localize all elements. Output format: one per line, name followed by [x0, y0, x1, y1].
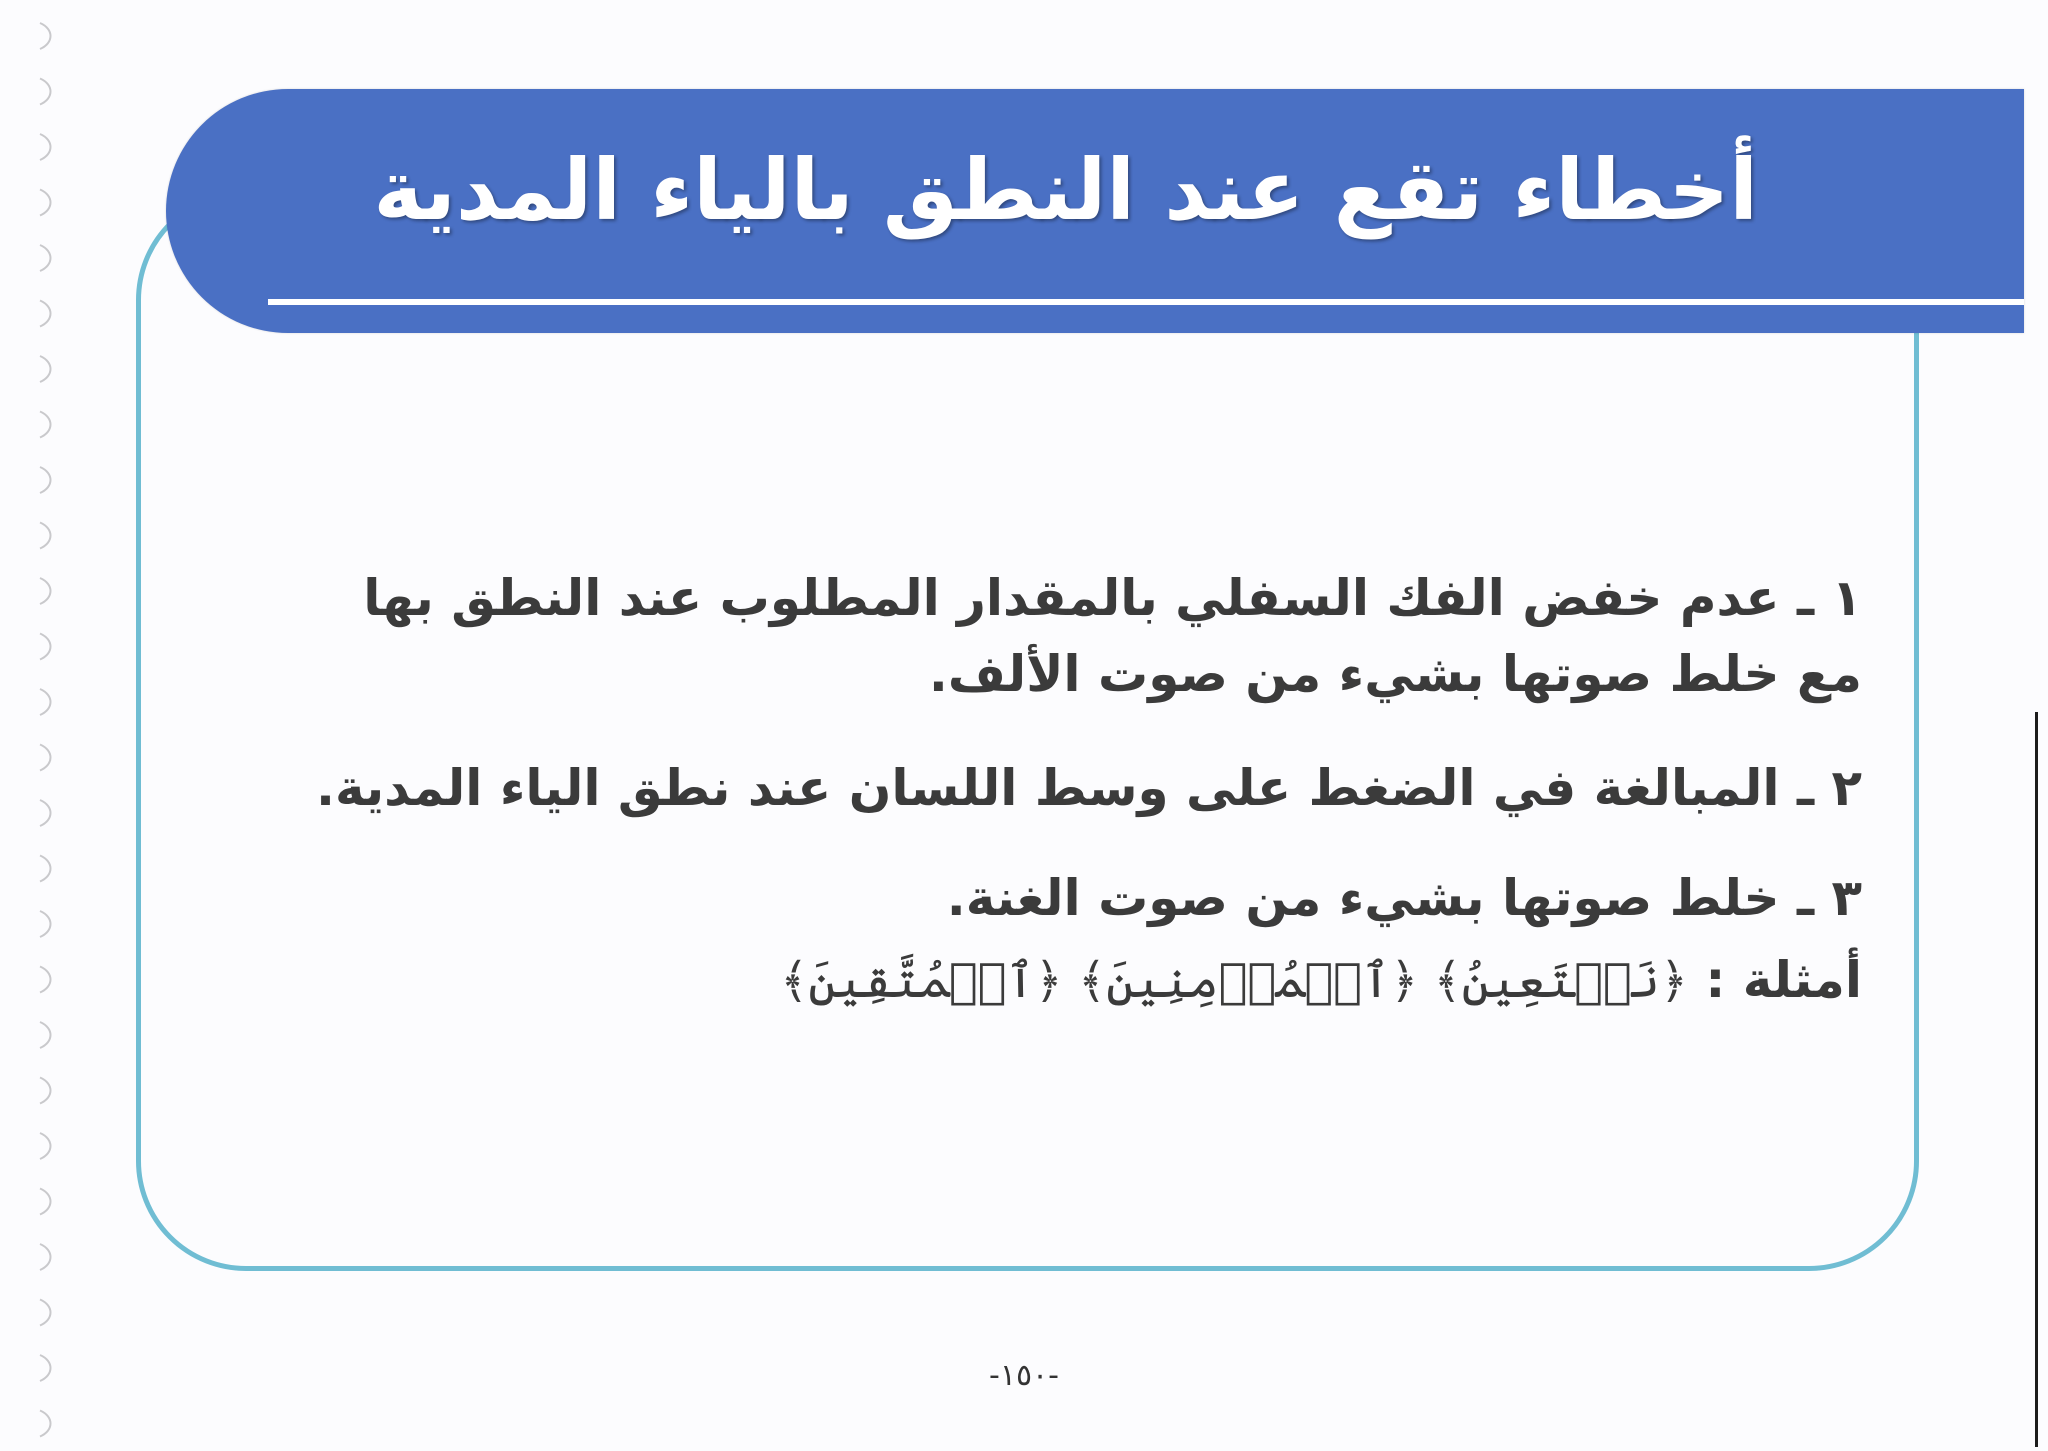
examples-words: ﴿نَسۡتَعِينُ﴾ ﴿ٱلۡمُؤۡمِنِينَ﴾ ﴿ٱلۡمُتَّقِينَ﴾: [780, 953, 1688, 1009]
binding-hole: [40, 967, 51, 993]
list-item-3: ٣ ـ خلط صوتها بشيء من صوت الغنة.: [946, 869, 1862, 927]
list-item-2: ٢ ـ المبالغة في الضغط على وسط اللسان عند نطق الياء المدية.: [316, 759, 1862, 817]
binding-holes-graphic: [0, 0, 70, 1447]
page-number: -١٥٠-: [989, 1358, 1059, 1393]
title-underline: [268, 299, 2024, 305]
binding-hole: [40, 301, 51, 327]
binding-hole: [40, 856, 51, 882]
binding-hole: [40, 190, 51, 216]
binding-hole: [40, 356, 51, 382]
binding-hole: [40, 578, 51, 604]
binding-hole: [40, 634, 51, 660]
content-frame: [136, 190, 1919, 1271]
binding-hole: [40, 467, 51, 493]
binding-hole: [40, 1300, 51, 1326]
binding-holes: [0, 0, 70, 1447]
binding-hole: [40, 745, 51, 771]
binding-hole: [40, 1133, 51, 1159]
examples-row: [302, 942, 1862, 1019]
binding-hole: [40, 1244, 51, 1270]
binding-hole: [40, 412, 51, 438]
binding-hole: [40, 79, 51, 105]
list-item-1: ١ ـ عدم خفض الفك السفلي بالمقدار المطلوب عند النطق بها مع خلط صوتها بشيء من صوت الألف.: [363, 569, 1862, 703]
binding-hole: [40, 800, 51, 826]
binding-hole: [40, 523, 51, 549]
binding-hole: [40, 911, 51, 937]
examples-label: أمثلة :: [1705, 951, 1862, 1009]
binding-hole: [40, 245, 51, 271]
binding-hole: [40, 689, 51, 715]
binding-hole: [40, 1078, 51, 1104]
page-edge-line: [2035, 712, 2038, 1447]
binding-hole: [40, 23, 51, 49]
page-title: أخطاء تقع عند النطق بالياء المدية: [373, 141, 1758, 239]
binding-hole: [40, 1189, 51, 1215]
binding-hole: [40, 1022, 51, 1048]
binding-hole: [40, 1411, 51, 1437]
binding-hole: [40, 134, 51, 160]
